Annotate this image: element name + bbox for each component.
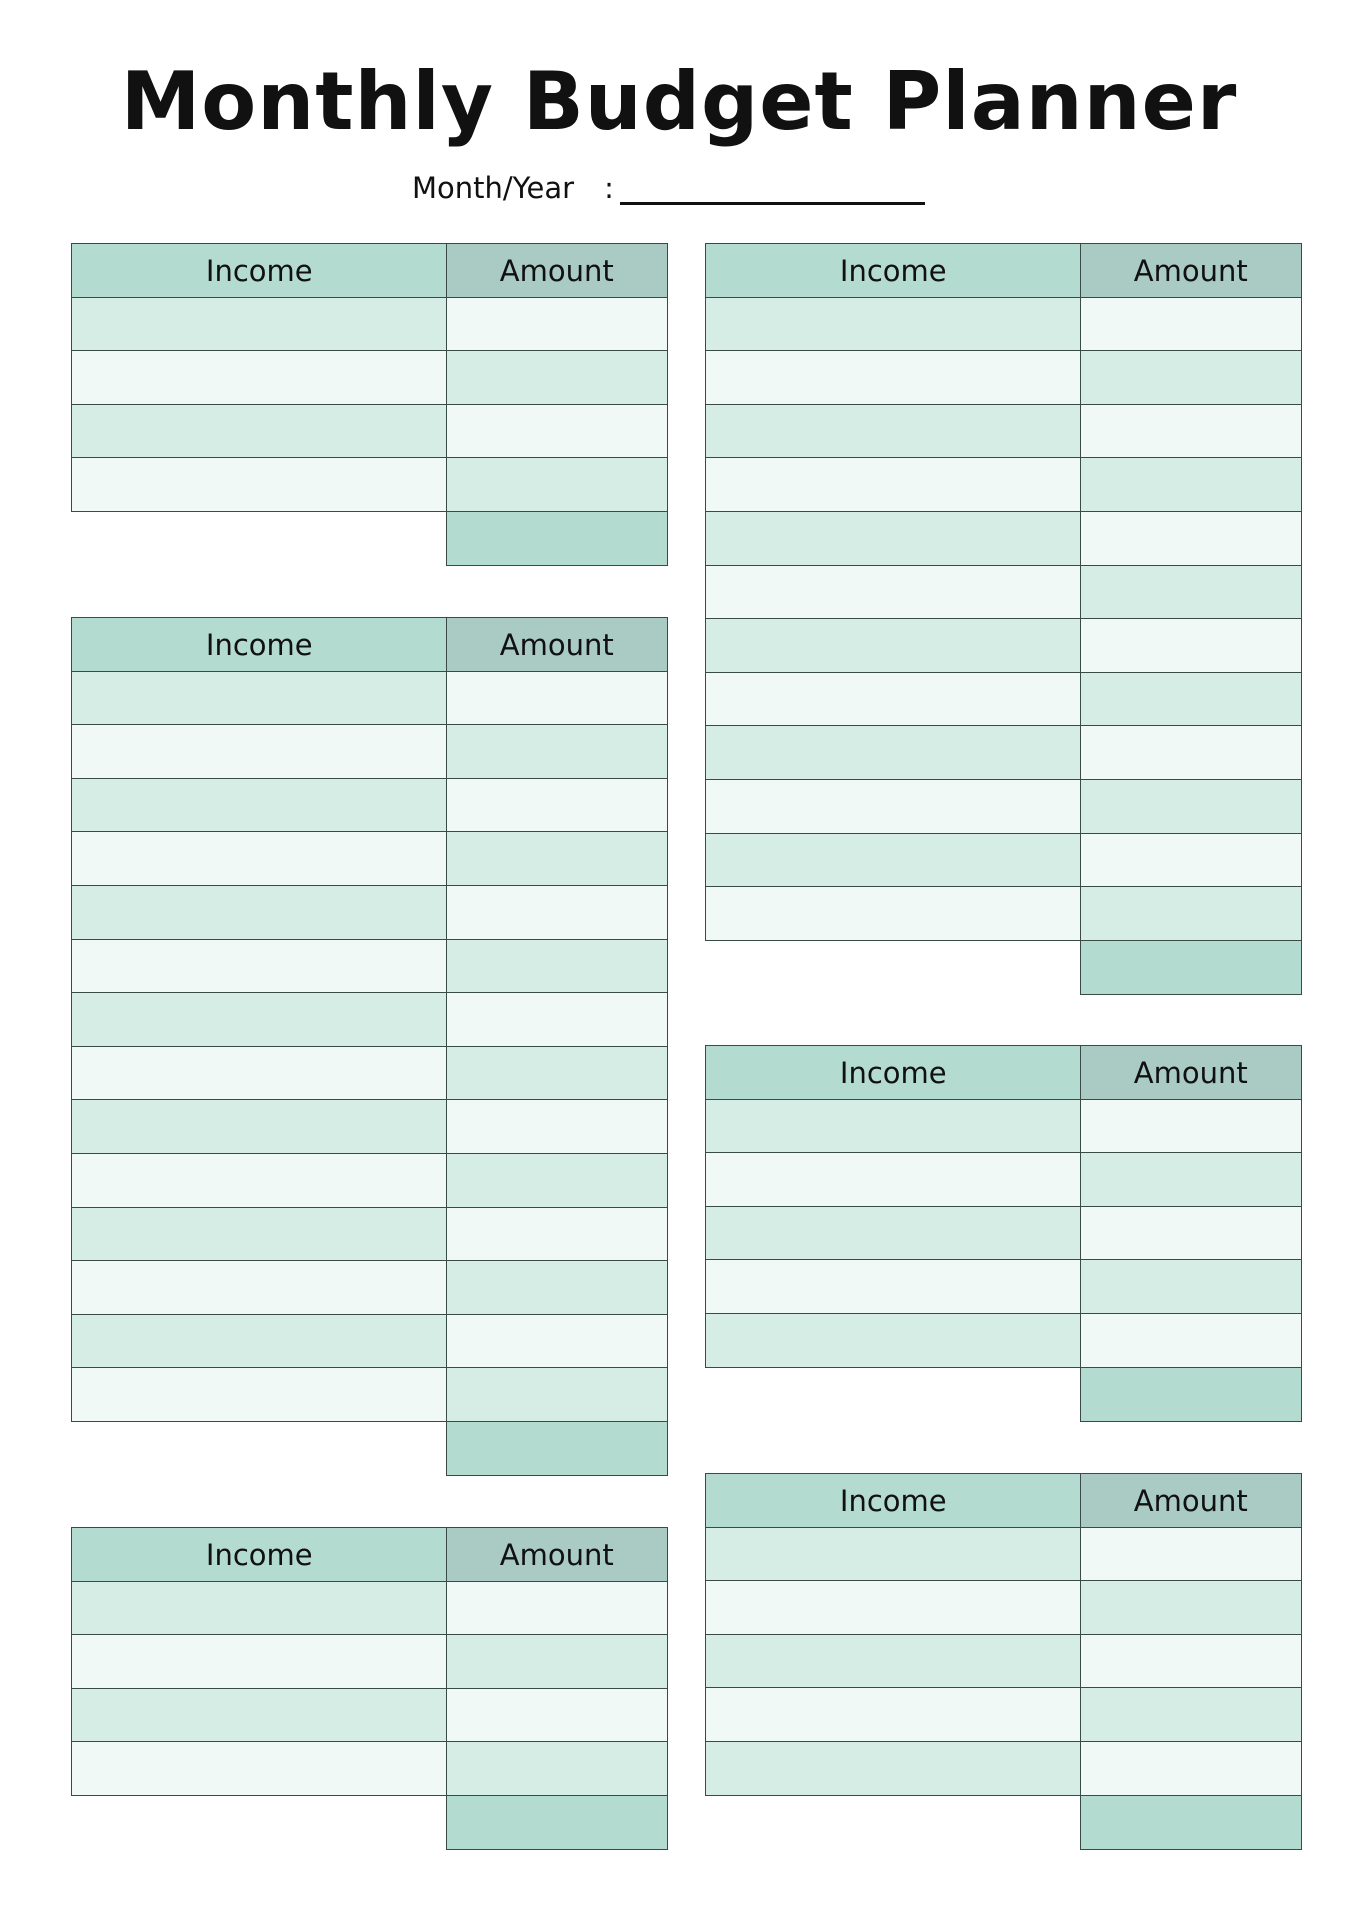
amount-cell[interactable] (1080, 886, 1302, 941)
amount-cell[interactable] (446, 1367, 668, 1422)
amount-cell[interactable] (446, 1207, 668, 1262)
amount-cell[interactable] (1080, 1527, 1302, 1582)
amount-cell[interactable] (446, 1634, 668, 1689)
amount-cell[interactable] (1080, 350, 1302, 405)
column-header-amount (1080, 243, 1302, 298)
amount-cell[interactable] (446, 404, 668, 459)
income-cell[interactable] (71, 778, 448, 833)
column-header-income (705, 1045, 1082, 1100)
income-cell[interactable] (71, 1741, 448, 1796)
amount-cell[interactable] (446, 350, 668, 405)
amount-cell[interactable] (1080, 1099, 1302, 1154)
amount-cell[interactable] (1080, 404, 1302, 459)
column-header-income (71, 617, 448, 672)
income-cell[interactable] (705, 886, 1082, 941)
income-cell[interactable] (71, 724, 448, 779)
page-title: Monthly Budget Planner (120, 55, 1238, 148)
amount-total-cell[interactable] (446, 1795, 668, 1850)
amount-cell[interactable] (1080, 1687, 1302, 1742)
amount-total-cell[interactable] (1080, 1367, 1302, 1422)
income-cell[interactable] (705, 350, 1082, 405)
income-cell[interactable] (705, 511, 1082, 566)
month-year-input-line[interactable] (620, 202, 925, 205)
amount-cell[interactable] (446, 1046, 668, 1101)
column-header-income (71, 243, 448, 298)
amount-cell[interactable] (1080, 833, 1302, 888)
column-header-income-label: Income (205, 253, 313, 288)
amount-cell[interactable] (1080, 1741, 1302, 1796)
income-cell[interactable] (705, 1687, 1082, 1742)
column-header-income-label: Income (839, 253, 947, 288)
income-cell[interactable] (71, 831, 448, 886)
column-header-amount-label: Amount (1133, 253, 1248, 288)
amount-cell[interactable] (1080, 297, 1302, 352)
column-header-income (705, 1473, 1082, 1528)
amount-cell[interactable] (446, 1314, 668, 1369)
income-cell[interactable] (705, 1259, 1082, 1314)
amount-cell[interactable] (1080, 1634, 1302, 1689)
amount-cell[interactable] (446, 939, 668, 994)
amount-total-cell[interactable] (446, 511, 668, 566)
column-header-amount-label: Amount (1133, 1055, 1248, 1090)
column-header-income-label: Income (839, 1483, 947, 1518)
income-cell[interactable] (71, 404, 448, 459)
column-header-amount (1080, 1473, 1302, 1528)
month-year-separator: : (604, 171, 614, 205)
income-cell[interactable] (71, 1153, 448, 1208)
income-cell[interactable] (705, 725, 1082, 780)
income-cell[interactable] (705, 565, 1082, 620)
income-cell[interactable] (71, 1581, 448, 1636)
column-header-income-label: Income (839, 1055, 947, 1090)
amount-cell[interactable] (446, 724, 668, 779)
income-cell[interactable] (705, 833, 1082, 888)
column-header-amount (446, 1527, 668, 1582)
income-cell[interactable] (71, 1207, 448, 1262)
amount-total-cell[interactable] (1080, 940, 1302, 995)
amount-cell[interactable] (1080, 1206, 1302, 1261)
column-header-income-label: Income (205, 627, 313, 662)
amount-cell[interactable] (446, 1260, 668, 1315)
amount-cell[interactable] (1080, 779, 1302, 834)
amount-cell[interactable] (1080, 618, 1302, 673)
column-header-amount-label: Amount (499, 1537, 614, 1572)
income-cell[interactable] (705, 1099, 1082, 1154)
income-cell[interactable] (705, 1152, 1082, 1207)
column-header-income-label: Income (205, 1537, 313, 1572)
column-header-amount-label: Amount (1133, 1483, 1248, 1518)
income-cell[interactable] (71, 350, 448, 405)
income-cell[interactable] (705, 297, 1082, 352)
income-cell[interactable] (705, 1313, 1082, 1368)
income-cell[interactable] (705, 404, 1082, 459)
month-year-row (412, 168, 925, 208)
income-cell[interactable] (71, 885, 448, 940)
column-header-income (705, 243, 1082, 298)
amount-cell[interactable] (446, 457, 668, 512)
income-cell[interactable] (705, 1634, 1082, 1689)
amount-cell[interactable] (1080, 457, 1302, 512)
income-cell[interactable] (705, 1527, 1082, 1582)
amount-cell[interactable] (446, 1688, 668, 1743)
amount-cell[interactable] (1080, 1259, 1302, 1314)
income-cell[interactable] (705, 1741, 1082, 1796)
income-cell[interactable] (705, 1580, 1082, 1635)
income-cell[interactable] (71, 992, 448, 1047)
income-cell[interactable] (71, 1367, 448, 1422)
income-cell[interactable] (705, 618, 1082, 673)
income-cell[interactable] (71, 1260, 448, 1315)
amount-cell[interactable] (1080, 725, 1302, 780)
amount-cell[interactable] (446, 1741, 668, 1796)
amount-cell[interactable] (446, 1581, 668, 1636)
amount-cell[interactable] (1080, 511, 1302, 566)
column-header-amount-label: Amount (499, 627, 614, 662)
amount-total-cell[interactable] (1080, 1795, 1302, 1850)
income-cell[interactable] (705, 672, 1082, 727)
income-cell[interactable] (71, 1046, 448, 1101)
income-cell[interactable] (71, 939, 448, 994)
column-header-income (71, 1527, 448, 1582)
amount-cell[interactable] (1080, 1580, 1302, 1635)
amount-cell[interactable] (446, 885, 668, 940)
column-header-amount (446, 617, 668, 672)
income-cell[interactable] (71, 1688, 448, 1743)
amount-cell[interactable] (446, 831, 668, 886)
amount-cell[interactable] (1080, 672, 1302, 727)
amount-cell[interactable] (1080, 1152, 1302, 1207)
column-header-amount (446, 243, 668, 298)
amount-cell[interactable] (446, 778, 668, 833)
income-cell[interactable] (71, 1634, 448, 1689)
column-header-amount-label: Amount (499, 253, 614, 288)
income-cell[interactable] (705, 1206, 1082, 1261)
amount-cell[interactable] (446, 671, 668, 726)
income-cell[interactable] (705, 779, 1082, 834)
month-year-label: Month/Year (412, 171, 575, 205)
income-cell[interactable] (71, 1099, 448, 1154)
income-cell[interactable] (71, 457, 448, 512)
income-cell[interactable] (71, 297, 448, 352)
amount-cell[interactable] (1080, 1313, 1302, 1368)
column-header-amount (1080, 1045, 1302, 1100)
income-cell[interactable] (71, 671, 448, 726)
amount-total-cell[interactable] (446, 1421, 668, 1476)
amount-cell[interactable] (446, 1153, 668, 1208)
income-cell[interactable] (71, 1314, 448, 1369)
amount-cell[interactable] (446, 297, 668, 352)
amount-cell[interactable] (1080, 565, 1302, 620)
amount-cell[interactable] (446, 1099, 668, 1154)
income-cell[interactable] (705, 457, 1082, 512)
amount-cell[interactable] (446, 992, 668, 1047)
